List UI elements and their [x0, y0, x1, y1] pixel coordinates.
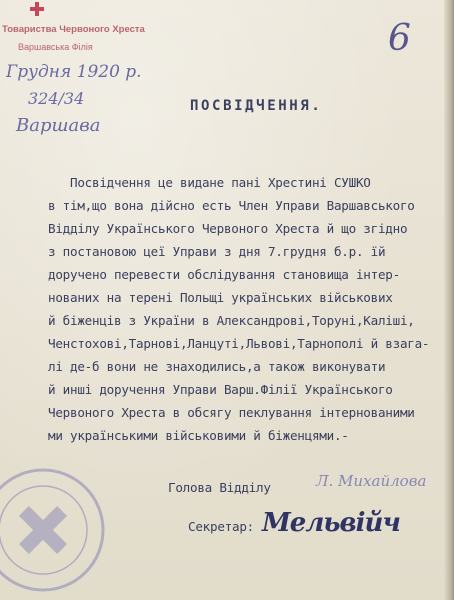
body-line: лі де-б вони не знаходились,а також виконувати	[48, 359, 386, 374]
body-line: ми українськими військовими й біженцями.-	[48, 428, 349, 443]
body-line: доручено перевести обслідування становища інтер-	[48, 267, 400, 282]
body-line: Відділу Українського Червоного Хреста й що згідно	[48, 221, 408, 236]
body-line: Посвідчення це видане пані Хрестині СУШКО	[70, 175, 371, 190]
outgoing-number: 324/34	[28, 89, 85, 108]
stamp-org-line1: Товариства Червоного Хреста	[2, 24, 145, 35]
body-line: Ченстохові,Тарнові,Ланцуті,Львові,Тарнополі й взага-	[48, 336, 430, 351]
seal-cross-icon	[0, 465, 108, 595]
body-line: з постановою цеї Управи з дня 7.грудня б.р. їй	[48, 244, 386, 259]
secretary-signature: Мельвійч	[262, 508, 400, 538]
page-number: 6	[388, 18, 411, 59]
body-line: й біженців з України в Александрові,Торуні,Каліші,	[48, 313, 415, 328]
paper-edge	[444, 0, 454, 600]
stamp-org-line2: Варшавська Філія	[18, 42, 93, 52]
head-label: Голова Відділу	[168, 480, 271, 495]
head-signature: Л. Михайлова	[316, 472, 427, 490]
secretary-label: Секретар:	[188, 519, 254, 534]
body-line: Червоного Хреста в обсягу пеклування інтернованими	[48, 405, 415, 420]
date-line: Грудня 1920 р.	[6, 62, 142, 82]
red-cross-icon	[30, 2, 44, 16]
city-name: Варшава	[16, 115, 101, 136]
body-line: в тім,що вона дійсно есть Член Управи Варшавського	[48, 198, 415, 213]
document-title: ПОСВІДЧЕННЯ.	[190, 98, 323, 114]
body-line: й инші доручення Управи Варш.Філії Українського	[48, 382, 393, 397]
body-line: нованих на терені Польщі українських військових	[48, 290, 393, 305]
